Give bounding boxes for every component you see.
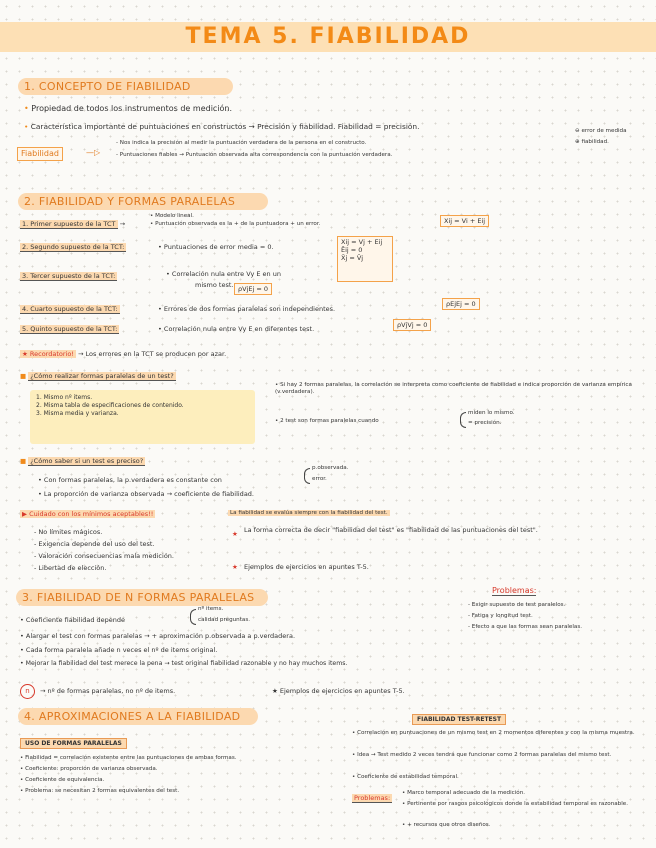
supuesto-3-text-1: • Correlación nula entre Vy E en un	[166, 270, 281, 278]
supuesto-2-formula-2: Ēij = 0	[341, 246, 363, 254]
section-3-header: 3. FIABILIDAD DE N FORMAS PARALELAS	[16, 589, 268, 606]
s3-bullet-1b: calidad preguntas.	[198, 617, 251, 623]
cuidado-warning: ▶ Cuidado con los mínimos aceptables!!	[22, 510, 154, 518]
s3-problema-1: - Exigir supuesto de test paralelos.	[468, 602, 566, 608]
section-1-header: 1. CONCEPTO DE FIABILIDAD	[18, 78, 233, 95]
s1-sub-2: - Puntuaciones fiables → Puntuación observada alta correspondencia con la puntuación verdadera.	[116, 152, 393, 158]
test-preciso-2: • La proporción de varianza observada → coeficiente de fiabilidad.	[38, 490, 254, 498]
star-note-2: Ejemplos de ejercicios en apuntes T-5.	[244, 563, 369, 571]
supuesto-1-a: • Modelo lineal.	[150, 213, 194, 219]
supuesto-1-formula: Xij = Vi + Eij	[440, 215, 489, 227]
cuidado-2: - Exigencia depende del uso del test.	[34, 540, 155, 548]
s4-left-1: • Fiabilidad = correlación existente entre las puntuaciones de ambas formas.	[20, 755, 237, 761]
s4-right-1: • Correlación en puntuaciones de un mismo test en 2 momentos diferentes y con la misma muestra.	[352, 730, 635, 736]
section-4-header: 4. APROXIMACIONES A LA FIABILIDAD	[18, 708, 258, 725]
s4-problemas-title: Problemas:	[354, 794, 391, 802]
s3-problema-3: - Efecto a que las formas sean paralelas.	[468, 624, 583, 630]
star-icon: ★	[232, 530, 238, 538]
supuesto-4-label: 4. Cuarto supuesto de la TCT:	[22, 305, 118, 313]
cuidado-3: - Valoración consecuencias mala medición.	[34, 552, 174, 560]
formas-paralelas-box: USO DE FORMAS PARALELAS	[20, 738, 127, 749]
test-preciso-1b: error.	[312, 476, 327, 482]
question-formas-paralelas: ■ ¿Cómo realizar formas paralelas de un test?	[20, 372, 174, 380]
supuesto-4-formula: ρEjEj = 0	[442, 298, 480, 310]
requisitos-box	[30, 390, 255, 444]
page-title: TEMA 5. FIABILIDAD	[185, 24, 471, 49]
supuesto-1-label: 1. Primer supuesto de la TCT →	[22, 220, 126, 228]
s1-side-1: ⊖ error de medida	[575, 128, 627, 134]
supuesto-5-text: • Correlación nula entre Vy E en diferentes test.	[158, 325, 315, 333]
supuesto-2-formula-3: X̄j = V̄j	[341, 254, 364, 262]
fiabilidad-arrow: —▷	[86, 148, 101, 157]
supuesto-3-label: 3. Tercer supuesto de la TCT:	[22, 272, 116, 280]
requisito-3: 3. Misma media y varianza.	[36, 410, 119, 417]
cuidado-text: La fiabilidad se evalúa siempre con la fiabilidad del test.	[230, 510, 388, 516]
n-text: → nº de formas paralelas, no nº de items.	[40, 687, 176, 695]
s1-bullet-1: • Propiedad de todos los instrumentos de medición.	[24, 104, 233, 113]
recordatorio: ★ Recordatorio! → Los errores en la TCT se producen por azar.	[22, 350, 227, 358]
cuidado-4: - Libertad de elección.	[34, 564, 107, 572]
s4-left-2: • Coeficiente: proporción de varianza observada.	[20, 766, 158, 772]
test-preciso-1a: p.observada.	[312, 465, 349, 471]
s4-problema-1: • Marco temporal adecuado de la medición.	[402, 790, 526, 796]
formas-paralelas-note-2a: miden lo mismo.	[468, 410, 515, 416]
question-test-preciso: ■ ¿Cómo saber si un test es preciso?	[20, 457, 144, 465]
s3-bullet-3: • Cada forma paralela añade n veces el nº de items original.	[20, 646, 218, 654]
supuesto-3-formula: ρVjEj = 0	[234, 283, 272, 295]
formas-paralelas-note-2b: = precisión.	[468, 420, 502, 426]
s3-problema-2: - Fatiga y longitud test.	[468, 613, 533, 619]
supuesto-2-text: • Puntuaciones de error media = 0.	[158, 243, 274, 251]
test-retest-box: FIABILIDAD TEST-RETEST	[412, 714, 506, 725]
brace	[460, 412, 466, 428]
supuesto-2-formula-box	[337, 236, 393, 282]
s3-problemas-title: Problemas:	[492, 586, 537, 595]
supuesto-4-text: • Errores de dos formas paralelas son independientes.	[158, 305, 336, 313]
n-symbol: n	[20, 684, 35, 699]
supuesto-2-label: 2. Segundo supuesto de la TCT:	[22, 243, 125, 251]
s1-bullet-2: • Característica importante de puntuaciones en constructos → Precisión y fiabilidad. Fiabilidad = precisión.	[24, 122, 420, 131]
supuesto-1-b: • Puntuación observada es la + de la puntuadora + un error.	[150, 221, 321, 227]
brace	[304, 468, 310, 484]
s4-problema-3: • + recursos que otros diseños.	[402, 822, 491, 828]
formas-paralelas-note-1: • Si hay 2 formas paralelas, la correlación se interpreta como coeficiente de fiabilidad e indica proporción de varianza empírica (v.verdadera).	[275, 382, 632, 395]
section-2-header: 2. FIABILIDAD Y FORMAS PARALELAS	[18, 193, 268, 210]
test-preciso-1: • Con formas paralelas, la p.verdadera es constante con	[38, 476, 222, 484]
s4-right-2: • Idea → Test medido 2 veces tendrá que funcionar como 2 formas paralelas del mismo test.	[352, 752, 612, 758]
s3-bullet-2: • Alargar el test con formas paralelas → + aproximación p.observada a p.verdadera.	[20, 632, 296, 640]
formas-paralelas-note-2: • 2 test son formas paralelas cuando	[275, 418, 379, 424]
s1-side-2: ⊕ fiabilidad.	[575, 139, 609, 145]
requisito-2: 2. Misma tabla de especificaciones de contenido.	[36, 402, 184, 409]
s4-left-3: • Coeficiente de equivalencia.	[20, 777, 105, 783]
s3-bullet-4: • Mejorar la fiabilidad del test merece la pena → test original fiabilidad razonable y no hay muchos items.	[20, 660, 348, 667]
fiabilidad-label: Fiabilidad	[17, 147, 63, 161]
s4-problema-2: • Pertinente por rasgos psicológicos donde la estabilidad temporal es razonable.	[402, 801, 629, 807]
supuesto-5-formula: ρVjVj = 0	[393, 319, 431, 331]
star-note-1: La forma correcta de decir "fiabilidad del test" es "fiabilidad de las puntuaciones del test".	[244, 526, 538, 534]
supuesto-2-formula-1: Xij = Vj + Eij	[341, 238, 383, 246]
s3-bullet-1a: nº items.	[198, 606, 224, 612]
brace	[190, 609, 196, 625]
cuidado-1: - No límites mágicos.	[34, 528, 103, 536]
s4-right-3: • Coeficiente de estabilidad temporal.	[352, 774, 459, 780]
supuesto-3-text-2: mismo test.	[195, 281, 234, 289]
requisito-1: 1. Mismo nº items.	[36, 394, 93, 401]
s3-bullet-1: • Coeficiente fiabilidad depende	[20, 616, 126, 624]
s4-left-4: • Problema: se necesitan 2 formas equivalentes del test.	[20, 788, 180, 794]
s1-sub-1: - Nos indica la precisión al medir la puntuación verdadera de la persona en el constructo.	[116, 140, 367, 146]
supuesto-5-label: 5. Quinto supuesto de la TCT:	[22, 325, 118, 333]
star-icon: ★	[232, 563, 238, 571]
s3-star-note: ★ Ejemplos de ejercicios en apuntes T-5.	[272, 687, 405, 695]
